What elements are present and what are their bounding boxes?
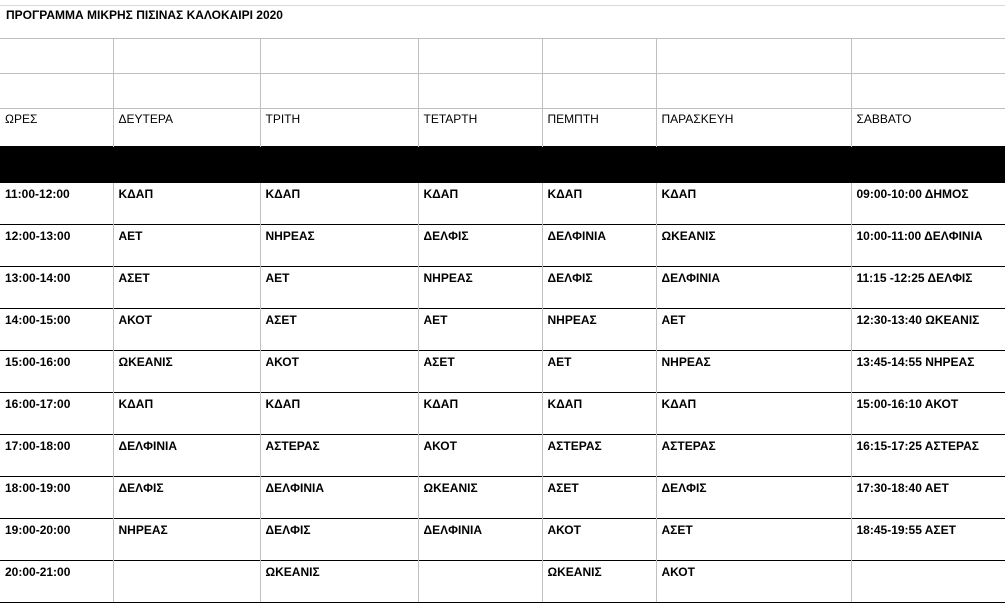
cell-monday: ΚΔΑΠ [113,183,260,225]
empty-cell [0,74,113,109]
cell-thursday: ΑΚΟΤ [542,519,656,561]
header-tuesday: ΤΡΙΤΗ [260,109,418,147]
empty-cell [418,74,542,109]
empty-cell [851,74,1005,109]
cell-tuesday: ΝΗΡΕΑΣ [260,225,418,267]
cell-thursday: ΩΚΕΑΝΙΣ [542,561,656,603]
cell-tuesday: ΚΔΑΠ [260,183,418,225]
blank-row [0,39,1005,74]
black-separator-row [0,147,1005,183]
separator-cell [418,147,542,183]
cell-wednesday: ΝΗΡΕΑΣ [418,267,542,309]
table-row [0,393,1005,435]
cell-monday: ΩΚΕΑΝΙΣ [113,351,260,393]
blank-row [0,74,1005,109]
cell-monday [113,561,260,603]
cell-tuesday: ΩΚΕΑΝΙΣ [260,561,418,603]
table-row [0,561,1005,603]
cell-saturday: 11:15 -12:25 ΔΕΛΦΙΣ [851,267,1005,309]
cell-friday: ΔΕΛΦΙΣ [656,477,851,519]
cell-friday: ΔΕΛΦΙΝΙΑ [656,267,851,309]
cell-wednesday: ΑΕΤ [418,309,542,351]
cell-thursday: ΑΣΤΕΡΑΣ [542,435,656,477]
empty-cell [0,39,113,74]
cell-saturday: 18:45-19:55 ΑΣΕΤ [851,519,1005,561]
cell-thursday: ΑΣΕΤ [542,477,656,519]
cell-monday: ΝΗΡΕΑΣ [113,519,260,561]
title-rule [0,5,1005,6]
cell-saturday: 13:45-14:55 ΝΗΡΕΑΣ [851,351,1005,393]
cell-hours: 12:00-13:00 [0,225,113,267]
empty-cell [418,39,542,74]
cell-thursday: ΝΗΡΕΑΣ [542,309,656,351]
cell-saturday: 09:00-10:00 ΔΗΜΟΣ [851,183,1005,225]
empty-cell [656,39,851,74]
page-title: ΠΡΟΓΡΑΜΜΑ ΜΙΚΡΗΣ ΠΙΣΙΝΑΣ ΚΑΛΟΚΑΙΡΙ 2020 [6,8,283,22]
cell-wednesday: ΑΚΟΤ [418,435,542,477]
header-thursday: ΠΕΜΠΤΗ [542,109,656,147]
cell-friday: ΝΗΡΕΑΣ [656,351,851,393]
cell-saturday: 16:15-17:25 ΑΣΤΕΡΑΣ [851,435,1005,477]
cell-hours: 14:00-15:00 [0,309,113,351]
empty-cell [260,74,418,109]
cell-hours: 20:00-21:00 [0,561,113,603]
cell-friday: ΑΣΤΕΡΑΣ [656,435,851,477]
cell-tuesday: ΑΕΤ [260,267,418,309]
separator-cell [113,147,260,183]
separator-cell [0,147,113,183]
cell-friday: ΑΚΟΤ [656,561,851,603]
table-row [0,183,1005,225]
empty-cell [113,39,260,74]
table-row [0,309,1005,351]
header-saturday: ΣΑΒΒΑΤΟ [851,109,1005,147]
cell-monday: ΔΕΛΦΙΝΙΑ [113,435,260,477]
cell-monday: ΑΚΟΤ [113,309,260,351]
cell-friday: ΑΣΕΤ [656,519,851,561]
table-row [0,435,1005,477]
table-row [0,519,1005,561]
cell-wednesday [418,561,542,603]
cell-saturday: 10:00-11:00 ΔΕΛΦΙΝΙΑ [851,225,1005,267]
cell-hours: 17:00-18:00 [0,435,113,477]
cell-hours: 13:00-14:00 [0,267,113,309]
cell-thursday: ΔΕΛΦΙΝΙΑ [542,225,656,267]
cell-wednesday: ΚΔΑΠ [418,393,542,435]
cell-thursday: ΑΕΤ [542,351,656,393]
cell-thursday: ΚΔΑΠ [542,393,656,435]
table-row [0,267,1005,309]
cell-wednesday: ΑΣΕΤ [418,351,542,393]
cell-tuesday: ΔΕΛΦΙΝΙΑ [260,477,418,519]
empty-cell [656,74,851,109]
cell-tuesday: ΑΣΕΤ [260,309,418,351]
cell-tuesday: ΑΣΤΕΡΑΣ [260,435,418,477]
cell-wednesday: ΔΕΛΦΙΝΙΑ [418,519,542,561]
cell-hours: 19:00-20:00 [0,519,113,561]
empty-cell [542,39,656,74]
cell-monday: ΑΕΤ [113,225,260,267]
cell-hours: 11:00-12:00 [0,183,113,225]
cell-thursday: ΔΕΛΦΙΣ [542,267,656,309]
header-hours: ΩΡΕΣ [0,109,113,147]
cell-wednesday: ΩΚΕΑΝΙΣ [418,477,542,519]
header-wednesday: ΤΕΤΑΡΤΗ [418,109,542,147]
separator-cell [656,147,851,183]
header-monday: ΔΕΥΤΕΡΑ [113,109,260,147]
cell-saturday: 15:00-16:10 ΑΚΟΤ [851,393,1005,435]
cell-tuesday: ΔΕΛΦΙΣ [260,519,418,561]
cell-hours: 15:00-16:00 [0,351,113,393]
cell-hours: 18:00-19:00 [0,477,113,519]
table-row [0,477,1005,519]
cell-friday: ΚΔΑΠ [656,183,851,225]
cell-wednesday: ΔΕΛΦΙΣ [418,225,542,267]
separator-cell [542,147,656,183]
empty-cell [113,74,260,109]
cell-saturday: 12:30-13:40 ΩΚΕΑΝΙΣ [851,309,1005,351]
cell-friday: ΑΕΤ [656,309,851,351]
schedule-table [0,38,1005,603]
cell-friday: ΚΔΑΠ [656,393,851,435]
cell-wednesday: ΚΔΑΠ [418,183,542,225]
separator-cell [260,147,418,183]
cell-hours: 16:00-17:00 [0,393,113,435]
cell-monday: ΑΣΕΤ [113,267,260,309]
separator-cell [851,147,1005,183]
cell-friday: ΩΚΕΑΝΙΣ [656,225,851,267]
header-friday: ΠΑΡΑΣΚΕΥΗ [656,109,851,147]
empty-cell [542,74,656,109]
cell-monday: ΔΕΛΦΙΣ [113,477,260,519]
slot-rows [0,183,1005,603]
cell-tuesday: ΚΔΑΠ [260,393,418,435]
table-row [0,351,1005,393]
cell-thursday: ΚΔΑΠ [542,183,656,225]
header-row [0,109,1005,147]
empty-cell [260,39,418,74]
empty-cell [851,39,1005,74]
cell-monday: ΚΔΑΠ [113,393,260,435]
cell-tuesday: ΑΚΟΤ [260,351,418,393]
cell-saturday: 17:30-18:40 ΑΕΤ [851,477,1005,519]
table-row [0,225,1005,267]
cell-saturday [851,561,1005,603]
